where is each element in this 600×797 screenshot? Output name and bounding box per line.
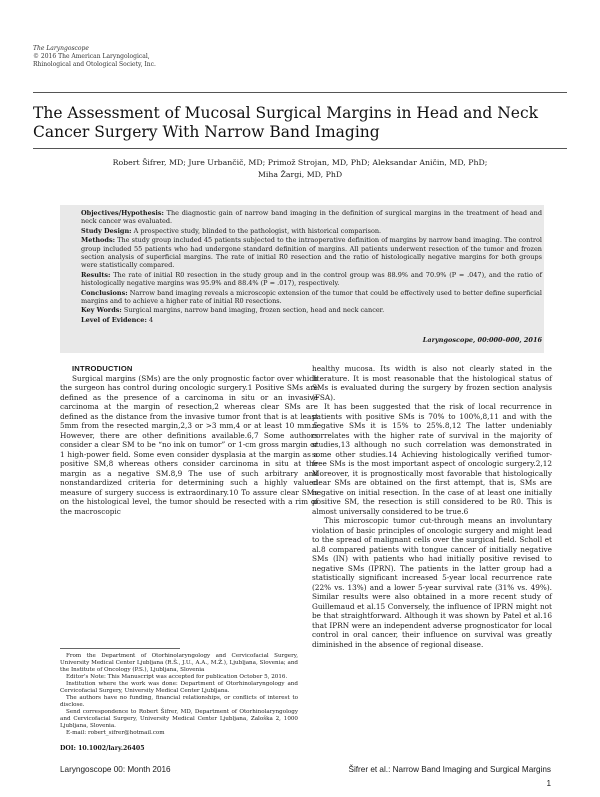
footnotes (60, 653, 298, 737)
doi: DOI: 10.1002/lary.26405 (60, 745, 145, 752)
title-rule (33, 148, 567, 149)
keywords-text: Surgical margins, narrow band imaging, frozen section, head and neck cancer. (123, 306, 385, 315)
footnote-affiliation: From the Department of Otorhinolaryngology and Cervicofacial Surgery, University Medical Center Ljubljana (R.Š., J.U., A.A., M.Ž.), Ljubljana, Slovenia; and the Institute of Oncology (P.S.), Ljubljana, Slovenia (60, 653, 298, 673)
objectives-text: The diagnostic gain of narrow band imaging in the definition of surgical margins in the treatment of head and neck cancer was evaluated. (81, 209, 542, 226)
results-label: Results: (81, 270, 111, 279)
left-column (60, 364, 318, 516)
body-paragraph: This microscopic tumor cut-through means an involuntary violation of basic principles of oncologic surgery and might lead to the spread of malignant cells over the surgical field. Scholl et al.8 compared patients with tongue cancer of initially negative SMs (IN) with patients who had initially positive revised to negative SMs (IPRN). The patients in the latter group had a statistically significant increased 5-year local recurrence rate (22% vs. 13%) and a lower 5-year survival rate (31% vs. 49%). Similar results were also obtained in a more recent study of Guillemaud et al.15 Conversely, the influence of IPRN might not be that straightforward. Although it was shown by Patel et al.16 that IPRN were an independent adverse prognosticator for local control in oral cancer, their influence on survival was greatly diminished in the absence of regional disease. (312, 516, 552, 649)
journal-citation: Laryngoscope, 00:000–000, 2016 (422, 336, 542, 344)
article-title: The Assessment of Mucosal Surgical Margins in Head and Neck Cancer Surgery With Narrow Band Imaging (33, 104, 539, 141)
body-paragraph: It has been suggested that the risk of local recurrence in patients with positive SMs is 70% to 100%,8,11 and with the negative SMs it is 15% to 25%.8,12 The latter undeniably correlates with the higher rate of survival in the majority of studies,13 although no such correlation was demonstrated in some other studies.14 Achieving histologically verified tumor-free SMs is the most important aspect of oncologic surgery.2,12 Moreover, it is prognostically most favorable that histologically clear SMs are obtained on the first attempt, that is, SMs are negative on initial resection. In the case of at least one initially positive SM, the resection is still considered to be R0. This is almost universally considered to be true.6 (312, 402, 552, 516)
authors-line-2: Miha Žargi, MD, PhD (257, 169, 343, 179)
design-label: Study Design: (81, 226, 132, 235)
footnote-rule (60, 648, 180, 649)
abstract (77, 209, 542, 344)
header-rule (33, 92, 567, 93)
conclusions-text: Narrow band imaging reveals a microscopic extension of the tumor that could be effectively used to better define superficial margins and to achieve a higher rate of initial R0 resections. (81, 288, 542, 306)
conclusions-label: Conclusions: (81, 288, 128, 297)
society-line: Rhinological and Otological Society, Inc. (33, 61, 156, 68)
level-text: 4 (148, 315, 154, 324)
design-text: A prospective study, blinded to the pathologist, with historical comparison. (133, 226, 382, 235)
level-label: Level of Evidence: (81, 315, 147, 324)
footer-running-title: Šifrer et al.: Narrow Band Imaging and Surgical Margins (348, 765, 551, 774)
results-text: The rate of initial R0 resection in the study group and in the control group was 88.9% and 70.9% (P = .047), and the ratio of histologically negative margins was 95.9% and 88.4% (P = .017), respectively. (81, 270, 542, 288)
keywords-label: Key Words: (81, 306, 122, 315)
right-column (312, 364, 552, 649)
objectives-label: Objectives/Hypothesis: (81, 209, 164, 217)
footnote-correspondence: Send correspondence to Robert Šifrer, MD, Department of Otorhinolaryngology and Cervicofacial Surgery, University Medical Center Ljubljana, Zaloška 2, 1000 Ljubljana, Slovenia. (60, 709, 298, 729)
page-number: 1 (546, 779, 551, 788)
body-paragraph: Surgical margins (SMs) are the only prognostic factor over which the surgeon has control during oncologic surgery.1 Positive SMs are defined as the presence of a carcinoma in situ or an invasive carcinoma at the margin of resection,2 whereas clear SMs are defined as the distance from the invasive tumor front that is at least 5mm from the resected margin,2,3 or >3 mm,4 or at least 10 mm.5 However, there are other definitions available.6,7 Some authors consider a clear SM to be “no ink on tumor” or 1-cm gross margin or 1 high-power field. Some even consider dysplasia at the margin as a positive SM,8 whereas others consider carcinoma in situ at the margin as a negative SM.8,9 The use of such arbitrary and nonstandardized criteria for determining such a highly valued measure of surgery success is extraordinary.10 To assure clear SMs on the histological level, the tumor should be resected with a rim of the macroscopic (60, 373, 318, 516)
body-paragraph: healthy mucosa. Its width is also not clearly stated in the literature. It is most reasonable that the histological status of SMs is evaluated during the surgery by frozen section analysis (FSA). (312, 364, 552, 402)
introduction-heading: INTRODUCTION (72, 364, 133, 373)
copyright-line: © 2016 The American Laryngological, (33, 53, 150, 60)
journal-header (33, 45, 156, 69)
footnote-email: E-mail: robert_sifrer@hotmail.com (66, 730, 165, 736)
footer-journal: Laryngoscope 00: Month 2016 (60, 765, 171, 774)
journal-name: The Laryngoscope (33, 45, 89, 52)
footnote-disclosure: The authors have no funding, financial relationships, or conflicts of interest to disclose. (60, 695, 298, 708)
methods-text: The study group included 45 patients subjected to the intraoperative definition of margins by narrow band imaging. The control group included 55 patients who had undergone standard definition of margins. All patients underwent resection of the tumor and frozen section analysis of superficial margins. The rate of initial R0 resection and the ratio of histologically negative margins for both groups were statistically compared. (81, 236, 542, 270)
author-list (60, 157, 540, 180)
footnote-institution: Institution where the work was done: Department of Otorhinolaryngology and Cervicofacial Surgery, University Medical Center Ljubljana. (60, 681, 298, 694)
authors-line-1: Robert Šifrer, MD; Jure Urbančič, MD; Primož Strojan, MD, PhD; Aleksandar Aničin, MD, PhD; (112, 158, 488, 167)
methods-label: Methods: (81, 236, 115, 245)
footnote-editor-note: Editor’s Note: This Manuscript was accepted for publication October 5, 2016. (66, 674, 288, 680)
